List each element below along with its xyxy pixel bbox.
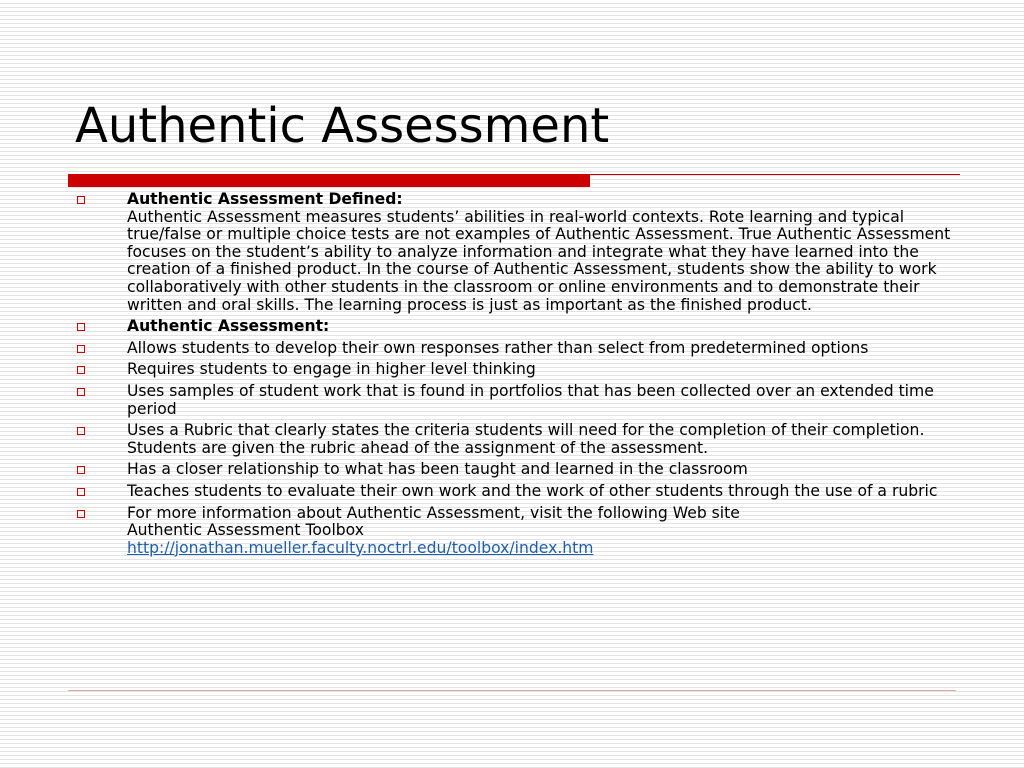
square-bullet-icon — [77, 510, 85, 518]
square-bullet-icon — [77, 388, 85, 396]
bullet-text: Has a closer relationship to what has been taught and learned in the classroom — [127, 460, 748, 479]
bullet-text: Teaches students to evaluate their own work and the work of other students through the use of a rubric — [127, 481, 938, 500]
list-item — [74, 461, 954, 479]
list-item — [74, 422, 954, 457]
toolbox-link[interactable]: http://jonathan.mueller.faculty.noctrl.edu/toolbox/index.htm — [127, 538, 594, 557]
list-item — [74, 318, 954, 336]
square-bullet-icon — [77, 427, 85, 435]
title-accent-bar — [68, 174, 590, 187]
square-bullet-icon — [77, 466, 85, 474]
list-item — [74, 191, 954, 314]
square-bullet-icon — [77, 488, 85, 496]
list-item — [74, 383, 954, 418]
bullet-text: Requires students to engage in higher level thinking — [127, 360, 536, 379]
slide-title: Authentic Assessment — [75, 98, 610, 154]
bullet-text: For more information about Authentic Assessment, visit the following Web site — [127, 503, 740, 522]
square-bullet-icon — [77, 196, 85, 204]
bullet-text: Authentic Assessment measures students’ abilities in real-world contexts. Rote learning and typical true/false or multiple choice tests are not examples of Authentic Assessment. True Authentic Assessment focuses on the student’s ability to analyze information and integrate what they have learned into the creation of a finished product. In the course of Authentic Assessment, students show the ability to work collaboratively with other students in the classroom or online environments and to demonstrate their written and oral skills. The learning process is just as important as the finished product. — [127, 207, 951, 314]
bullet-text: Uses a Rubric that clearly states the criteria students will need for the completion of their completion. Students are given the rubric ahead of the assignment of the assessment. — [127, 421, 925, 457]
bullet-text: Allows students to develop their own responses rather than select from predetermined options — [127, 338, 869, 357]
bullet-heading: Authentic Assessment Defined: — [127, 190, 403, 208]
list-item — [74, 340, 954, 358]
square-bullet-icon — [77, 345, 85, 353]
list-item — [74, 361, 954, 379]
list-item — [74, 505, 954, 558]
bullet-heading: Authentic Assessment: — [127, 317, 330, 336]
title-accent-line — [590, 174, 960, 175]
bullet-list — [74, 191, 954, 561]
footer-divider — [68, 690, 956, 691]
square-bullet-icon — [77, 366, 85, 374]
square-bullet-icon — [77, 323, 85, 331]
list-item — [74, 483, 954, 501]
bullet-text: Uses samples of student work that is found in portfolios that has been collected over an extended time period — [127, 381, 934, 418]
bullet-subtext: Authentic Assessment Toolbox — [127, 521, 364, 540]
